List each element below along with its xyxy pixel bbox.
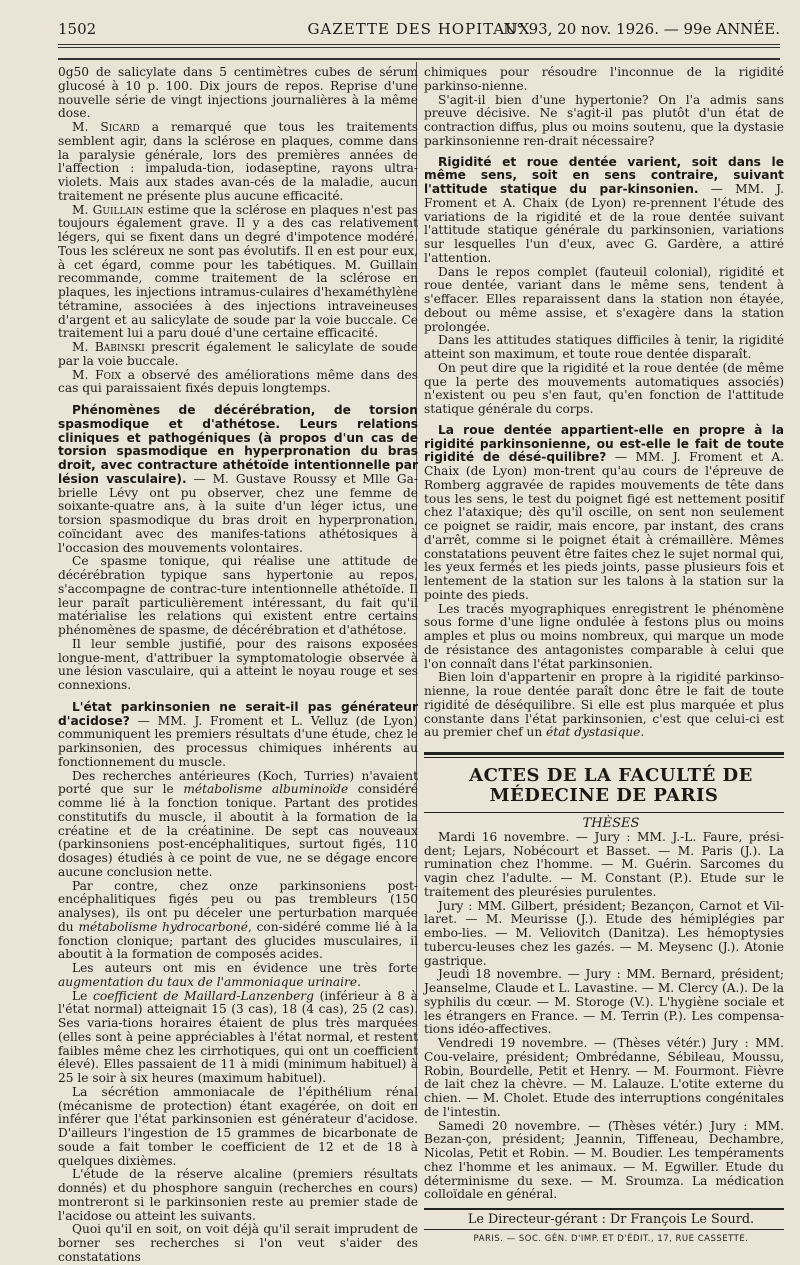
issue-info: N° 93, 20 nov. 1926. — 99e ANNÉE. xyxy=(503,20,780,38)
paragraph xyxy=(58,990,418,1086)
paragraph-text: Les auteurs ont mis en évidence une très forte xyxy=(72,961,418,975)
paragraph: La sécrétion ammoniacale de l'épithélium rénal (mécanisme de protection) étant exagérée, on doit en inférer que l'état parkinsonien est générateur d'acidose. D'ailleurs l'ingestion de 15 grammes de bicarbonate de soude a fait tomber le coefficient de 12 et de 18 à quelques dixièmes. xyxy=(58,1084,418,1168)
author-name: M. Sicard xyxy=(72,120,140,134)
paragraph-text: (inférieur à 8 à l'état normal) atteignait 15 (3 cas), 18 (4 cas), 25 (2 cas). Ses varia-tions horaires étaient de plus très marquées (elles sont à peine appréciables à l'état normal, et restent faibles même chez les cirrhotiques, qui ont un coefficient élevé). Elles passaient de 11 à midi (minimum habituel) à 25 le soir à six heures (maximum habituel). xyxy=(58,988,418,1085)
paragraph-text: , con-sidéré comme lié à la fonction clonique; partant des glucides musculaires, il aboutit à la formation de composés acides. xyxy=(58,919,418,962)
header-rule xyxy=(58,44,780,45)
footer-rule xyxy=(424,1208,784,1210)
page-header xyxy=(58,18,780,40)
section-authors: — MM. J. Froment et A. Chaix (de Lyon) mon-trent qu'au cours de l'épreuve de Romberg aggravée de rapides mouvements de tête dans tous les sens, le test du poignet figé est nettement positif chez l'ataxique; dès qu'il oscille, on sent non seulement ce poignet se raidir, mais encore, par instant, des crans d'arrêt, comme si le poignet était à crémaillère. Mêmes constatations peuvent être faites chez le sujet normal qui, les yeux fermés et les pieds joints, passe plusieurs fois et lentement de la station sur les talons à la station sur la pointe des pieds. xyxy=(424,450,785,602)
paragraph: chimiques pour résoudre l'inconnue de la rigidité parkinso-nienne. xyxy=(424,65,784,93)
these-entry: Vendredi 19 novembre. — (Thèses vétér.) Jury : MM. Cou-velaire, président; Ombrédanne, Sébileau, Moussu, Robin, Bourdelle, Petit et Henry. — M. Fourmont. Fièvre de lait chez la chèvre. — M. Lalauze. L'otite externe du chien. — M. Cholet. Etude des interruptions congénitales de l'intestin. xyxy=(424,1036,784,1119)
paragraph xyxy=(58,962,418,990)
section-authors: — M. Gustave Roussy et Mlle Ga-brielle Lévy ont pu observer, chez une femme de soixante-quatre ans, à la suite d'un léger ictus, une torsion spasmodique du bras droit en hyperpronation, coïncidant avec des manifes-tations athétosiques à l'occasion des mouvements volontaires. xyxy=(58,471,419,555)
paragraph: Quoi qu'il en soit, on voit déjà qu'il serait imprudent de borner ses recherches si l'on veut s'aider des constatations xyxy=(58,1222,418,1264)
italic-term: état dystasique. xyxy=(546,725,645,740)
section-rule xyxy=(424,752,784,758)
directeur-gerant: Le Directeur-gérant : Dr François Le Sourd. xyxy=(467,1212,755,1227)
paragraph-text: a observé des améliorations même dans des cas qui paraissaient fixés depuis longtemps. xyxy=(58,367,418,396)
author-name: M. Foix xyxy=(72,367,121,382)
title-rule xyxy=(424,812,784,813)
right-column xyxy=(424,66,784,1247)
header-rule-2 xyxy=(58,47,780,48)
paragraph: Dans les attitudes statiques difficiles à tenir, la rigidité atteint son maximum, et toute roue dentée disparaît. xyxy=(424,333,784,361)
section-parkinsonien-acidose xyxy=(58,701,418,770)
paragraph xyxy=(424,671,784,740)
paragraph: L'étude de la réserve alcaline (premiers résultats donnés) et du phosphore sanguin (recherches en cours) montreront si le parkinsonien reste au premier stade de l'acidose ou atteint les suivants. xyxy=(58,1167,418,1223)
page-number: 1502 xyxy=(58,20,97,38)
theses-heading: THÈSES xyxy=(582,816,640,831)
section-heading: Rigidité et roue dentée varient, soit dans le même sens, soit en sens contraire, suivant l'attitude statique du par-kinsonien. xyxy=(424,154,784,196)
header-rule-3 xyxy=(58,58,780,60)
paragraph: Les tracés myographiques enregistrent le phénomène sous forme d'une ligne ondulée à festons plus ou moins amples et plus ou moins nombreux, qui marque un mode de résistance des antagonistes comparable à celui que l'on connaît dans l'état parkinsonien. xyxy=(424,601,784,671)
paragraph: On peut dire que la rigidité et la roue dentée (de même que la perte des mouvements automatiques associés) n'existent ou peu s'en faut, qu'en fonction de l'attitude statique générale du corps. xyxy=(424,360,784,416)
section-roue-dentee xyxy=(424,424,784,603)
paragraph xyxy=(58,770,418,880)
section-authors: — MM. J. Froment et L. Velluz (de Lyon) communiquent les premiers résultats d'une étude, chez le parkinsonien, des processus chimiques inhérents au fonctionnement du muscle. xyxy=(58,713,418,769)
actes-title: ACTES DE LA FACULTÉ DE MÉDECINE DE PARIS xyxy=(469,765,753,806)
paragraph-text: a remarqué que tous les traitements semblent agir, dans la sclérose en plaques, comme dans la paralysie générale, lors des premières années de l'affection : impaluda-tion, iodaseptine, rayons ultra-violets. Mais aux stades avan-cés de la maladie, aucun traitement ne présente plus aucune efficacité. xyxy=(58,120,418,203)
paragraph-text: Des recherches antérieures (Koch, Turries) n'avaient porté que sur le xyxy=(58,768,418,797)
author-name: M. Guillain xyxy=(72,202,144,217)
journal-title: GAZETTE DES HOPITAUX xyxy=(307,20,531,38)
paragraph-text: Bien loin d'appartenir en propre à la rigidité parkinso-nienne, la roue dentée paraît donc être le fait de toute rigidité de déséquilibre. Si elle est plus marquée et plus constante dans l'état parkinsonien, c'est que celui-ci est au premier chef un xyxy=(424,670,784,740)
paragraph: Ce spasme tonique, qui réalise une attitude de décérébration typique sans hypertonie au repos, s'accompagne de contrac-ture intentionnelle athétoïde. Il leur paraît particulièrement intéressant, du fait qu'il matérialise les relations qui existent entre certains phénomènes de spasme, de décérébration et d'athétose. xyxy=(58,554,418,637)
section-heading: La roue dentée appartient-elle en propre à la rigidité parkinsonienne, ou est-elle le fait de toute rigidité de désé-quilibre? xyxy=(424,422,784,465)
section-heading: Phénomènes de décérébration, de torsion spasmodique et d'athétose. Leurs relations cliniques et pathogéniques (à propos d'un cas de torsion spasmodique en hyperpronation du bras droit, avec contracture athétoïde intentionnelle par lésion vasculaire). xyxy=(58,403,418,486)
paragraph xyxy=(58,204,418,342)
italic-term: métabolisme hydrocarboné xyxy=(78,919,248,934)
paragraph-text: estime que la sclérose en plaques n'est pas toujours également grave. Il y a des cas relativement légers, qui se fixent dans un degré d'impotence modéré. Tous les scléreux ne sont pas évolutifs. Il en est pour eux, à cet égard, comme pour les tabétiques. M. Guillain recommande, comme traitement de la sclérose en plaques, les injections intramus-culaires d'hexaméthylène tétramine, associées à des injections intraveineuses d'argent et au salicylate de soude par la voie buccale. Ce traitement lui a paru doué d'une certaine efficacité. xyxy=(58,202,418,341)
section-decerebration xyxy=(58,404,418,555)
paragraph-text: Par contre, chez onze parkinsoniens post-encéphalitiques figés peu ou pas trembleurs (150 analyses), ils ont pu déceler une perturbation marquée du xyxy=(58,878,418,934)
paragraph: 0g50 de salicylate dans 5 centimètres cubes de sérum glucosé à 10 p. 100. Dix jours de repos. Reprise d'une nouvelle série de vingt injections journalières à la même dose. xyxy=(58,65,418,121)
paragraph xyxy=(58,369,418,397)
paragraph-text: Le xyxy=(72,988,94,1003)
italic-term: coefficient de Maillard-Lanzenberg xyxy=(93,988,314,1003)
section-rigidite-roue xyxy=(424,156,784,266)
these-entry: Mardi 16 novembre. — Jury : MM. J.-L. Faure, prési-dent; Lejars, Nobécourt et Basset. — M. Paris (J.). La rumination chez l'homme. — M. Guérin. Sarcomes du vagin chez l'adulte. — M. Constant (P.). Etude sur le traitement des pleurésies purulentes. xyxy=(424,829,784,899)
paragraph-text: considéré comme lié à la fonction tonique. Partant des protides constitutifs du muscle, il aboutit à la formation de la créatine et de la créatinine. De sept cas nouveaux (parkinsoniens post-encéphalitiques, surtout figés, 110 dosages) étudiés à ce point de vue, ne se dégage encore aucune conclusion nette. xyxy=(58,782,419,879)
paragraph-text: prescrit également le salicylate de soude par la voie buccale. xyxy=(58,340,418,368)
paragraph: Dans le repos complet (fauteuil colonial), rigidité et roue dentée, variant dans le même sens, tendent à s'effacer. Elles reparaissent dans la station non étayée, debout ou même assise, et s'exagère dans la station prolongée. xyxy=(424,264,784,334)
paragraph: S'agit-il bien d'une hypertonie? On l'a admis sans preuve décisive. Ne s'agit-il pas plutôt d'un état de contraction diffus, plus ou moins soutenu, que la dystasie parkinsonienne ren-drait nécessaire? xyxy=(424,92,784,148)
paragraph xyxy=(58,341,418,369)
imprint-rule xyxy=(424,1229,784,1230)
section-heading: L'état parkinsonien ne serait-il pas générateur d'acidose? xyxy=(58,699,418,728)
paragraph xyxy=(58,121,418,204)
paragraph xyxy=(58,880,418,963)
these-entry: Jeudi 18 novembre. — Jury : MM. Bernard, président; Jeanselme, Claude et L. Lavastine. — M. Clercy (A.). De la syphilis du cœur. — M. Storoge (V.). L'hygiène sociale et les étrangers en France. — M. Terrin (P.). Les compensa-tions idéo-affectives. xyxy=(424,967,784,1037)
italic-term: augmentation du taux de l'ammoniaque urinaire. xyxy=(58,974,361,989)
these-entry: Jury : MM. Gilbert, président; Bezançon, Carnot et Vil-laret. — M. Meurisse (J.). Etude des hémiplégies par embo-lies. — M. Veliovitch (Danitza). Les hémoptysies tubercu-leuses chez les gazés. — M. Meysenc (J.). Atonie gastrique. xyxy=(424,898,784,968)
imprint: PARIS. — SOC. GÉN. D'IMP. ET D'ÉDIT., 17, RUE CASSETTE. xyxy=(473,1233,749,1244)
paragraph: Il leur semble justifié, pour des raisons exposées longue-ment, d'attribuer la symptomatologie observée à une lésion vasculaire, qui a atteint le noyau rouge et ses connexions. xyxy=(58,636,418,692)
author-name: M. Babinski xyxy=(72,340,145,354)
these-entry: Samedi 20 novembre. — (Thèses vétér.) Jury : MM. Bezan-çon, président; Jeannin, Tiffeneau, Dechambre, Nicolas, Petit et Robin. — M. Boudier. Les tempéraments chez l'homme et les animaux. — M. Egwiller. Etude du déterminisme du sexe. — M. Sroumza. La médication colloïdale en général. xyxy=(424,1118,784,1202)
italic-term: métabolisme albuminoïde xyxy=(183,782,349,797)
left-column xyxy=(58,66,418,1265)
section-authors: — MM. J. Froment et A. Chaix (de Lyon) re-prennent l'étude des variations de la rigidité et de la roue dentée suivant l'attitude statique générale du parkinsonien, variations sur lesquelles l'un d'eux, avec G. Gardère, a attiré l'attention. xyxy=(424,182,784,265)
